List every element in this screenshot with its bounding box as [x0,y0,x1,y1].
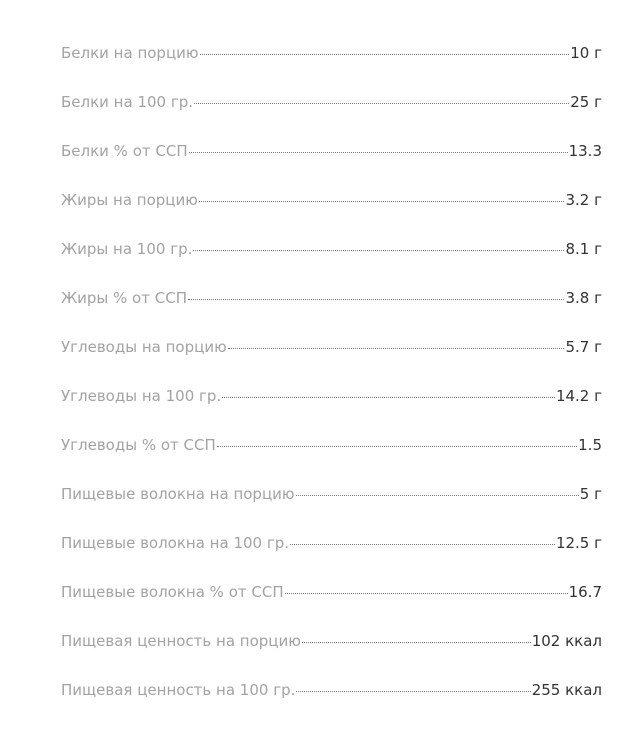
nutrition-row-carbs-percent [61,434,602,483]
row-value: 3.2 г [565,191,602,209]
row-value: 8.1 г [565,240,602,258]
nutrition-row-fats-percent [61,287,602,336]
dot-leader [296,494,579,496]
dot-leader [217,445,577,447]
row-label: Углеводы на порцию [61,338,227,356]
row-label: Пищевая ценность на 100 гр. [61,681,296,699]
row-value: 3.8 г [565,289,602,307]
row-value: 5 г [579,485,602,503]
row-label: Пищевые волокна на 100 гр. [61,534,290,552]
row-value: 5.7 г [565,338,602,356]
row-value: 13.3 [568,142,602,160]
row-value: 14.2 г [555,387,602,405]
dot-leader [285,592,568,594]
nutrition-row-fiber-per-100g [61,532,602,581]
dot-leader [200,53,570,55]
dot-leader [290,543,555,545]
row-value: 255 ккал [531,681,602,699]
nutrition-row-proteins-per-portion [61,42,602,91]
dot-leader [296,690,530,692]
row-label: Жиры на порцию [61,191,198,209]
row-label: Пищевые волокна на порцию [61,485,295,503]
dot-leader [193,249,564,251]
row-label: Углеводы на 100 гр. [61,387,222,405]
row-value: 16.7 [568,583,602,601]
nutrition-row-energy-per-portion [61,630,602,679]
dot-leader [199,200,565,202]
dot-leader [188,298,565,300]
dot-leader [194,102,569,104]
dot-leader [222,396,555,398]
row-value: 102 ккал [531,632,602,650]
nutrition-list [61,42,602,728]
row-value: 10 г [570,44,602,62]
dot-leader [302,641,531,643]
row-label: Пищевая ценность на порцию [61,632,301,650]
row-label: Жиры % от ССП [61,289,187,307]
row-label: Углеводы % от ССП [61,436,216,454]
row-label: Белки на 100 гр. [61,93,194,111]
row-value: 25 г [570,93,602,111]
nutrition-row-fats-per-100g [61,238,602,287]
nutrition-row-fiber-percent [61,581,602,630]
dot-leader [189,151,568,153]
row-label: Пищевые волокна % от ССП [61,583,284,601]
nutrition-row-proteins-per-100g [61,91,602,140]
nutrition-row-proteins-percent [61,140,602,189]
nutrition-row-fats-per-portion [61,189,602,238]
dot-leader [228,347,565,349]
row-label: Жиры на 100 гр. [61,240,193,258]
nutrition-row-fiber-per-portion [61,483,602,532]
row-value: 1.5 [578,436,602,454]
nutrition-row-carbs-per-portion [61,336,602,385]
row-label: Белки % от ССП [61,142,188,160]
row-label: Белки на порцию [61,44,199,62]
nutrition-row-energy-per-100g [61,679,602,728]
nutrition-row-carbs-per-100g [61,385,602,434]
row-value: 12.5 г [555,534,602,552]
